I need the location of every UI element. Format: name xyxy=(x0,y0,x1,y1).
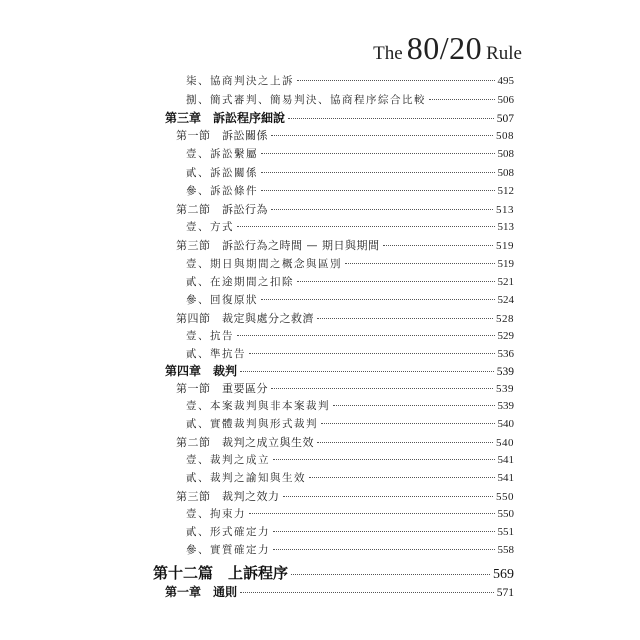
toc-entry-title: 貳、準抗告 xyxy=(186,348,246,360)
toc-entry-title: 第一節 重要區分 xyxy=(176,382,268,395)
toc-entry-title: 第十二篇 上訴程序 xyxy=(153,564,289,582)
toc-entry-title: 第三節 訴訟行為之時間 — 期日與期間 xyxy=(176,239,380,252)
toc-page-number: 550 xyxy=(496,491,514,503)
header-suffix: Rule xyxy=(486,43,522,64)
toc-page-number: 540 xyxy=(497,418,514,430)
toc-entry xyxy=(176,237,514,253)
toc-page-number: 539 xyxy=(496,366,514,378)
toc-entry-title: 第一節 訴訟關係 xyxy=(176,129,268,142)
toc-entry xyxy=(176,434,514,450)
dot-leader xyxy=(317,318,493,319)
toc-entry xyxy=(153,562,514,583)
toc-entry xyxy=(165,109,514,126)
toc-page-number: 524 xyxy=(497,294,514,306)
dot-leader xyxy=(261,190,495,191)
toc-entry xyxy=(186,506,514,521)
dot-leader xyxy=(240,371,494,372)
toc-entry-title: 第一章 通則 xyxy=(165,585,238,599)
toc-entry-title: 壹、本案裁判與非本案裁判 xyxy=(186,400,330,412)
toc-page-number: 512 xyxy=(497,185,514,197)
toc-entry xyxy=(186,470,514,485)
header-title: 80/20 xyxy=(406,30,483,66)
toc-page-number: 571 xyxy=(496,587,514,599)
toc-entry xyxy=(186,452,514,467)
toc-page-number: 513 xyxy=(496,204,514,216)
toc-page-number: 508 xyxy=(497,167,514,179)
toc-entry-title: 第三節 裁判之效力 xyxy=(176,490,280,503)
toc-page-number: 508 xyxy=(496,130,514,142)
dot-leader xyxy=(273,549,495,550)
toc-entry-title: 壹、期日與期間之概念與區別 xyxy=(186,258,342,270)
toc-page-number: 550 xyxy=(497,508,514,520)
toc-entry-title: 壹、拘束力 xyxy=(186,508,246,520)
dot-leader xyxy=(261,172,495,173)
toc-entry xyxy=(176,127,514,143)
toc-entry xyxy=(186,274,514,289)
toc-page-number: 521 xyxy=(497,276,514,288)
dot-leader xyxy=(291,574,490,575)
toc-page-number: 541 xyxy=(497,454,514,466)
dot-leader xyxy=(237,335,495,336)
dot-leader xyxy=(297,281,495,282)
toc-page-number: 528 xyxy=(496,313,514,325)
dot-leader xyxy=(261,153,495,154)
toc-entry xyxy=(186,542,514,557)
toc-entry-title: 第二節 裁判之成立與生效 xyxy=(176,436,314,449)
toc-entry xyxy=(186,165,514,180)
dot-leader xyxy=(383,245,494,246)
toc-entry xyxy=(176,310,514,326)
dot-leader xyxy=(273,531,495,532)
header-prefix: The xyxy=(373,43,403,64)
toc-entry-title: 貳、實體裁判與形式裁判 xyxy=(186,418,318,430)
toc-entry-title: 貳、裁判之諭知與生效 xyxy=(186,472,306,484)
toc-entry xyxy=(186,256,514,271)
toc-entry xyxy=(176,380,514,396)
toc-entry xyxy=(186,328,514,343)
toc-entry xyxy=(176,488,514,504)
toc-page-number: 507 xyxy=(496,113,514,125)
toc-entry xyxy=(186,416,514,431)
toc-entry xyxy=(165,583,514,600)
dot-leader xyxy=(333,405,495,406)
toc-entry-title: 壹、訴訟繫屬 xyxy=(186,148,258,160)
toc-page-number: 539 xyxy=(496,383,514,395)
toc-page-number: 508 xyxy=(497,148,514,160)
dot-leader xyxy=(321,423,495,424)
dot-leader xyxy=(249,353,495,354)
toc-entry-title: 參、訴訟條件 xyxy=(186,185,258,197)
toc-page-number: 540 xyxy=(496,437,514,449)
toc-page-number: 506 xyxy=(497,94,514,106)
toc-page-number: 569 xyxy=(493,567,514,582)
toc-page-number: 495 xyxy=(497,75,514,87)
toc-entry xyxy=(186,292,514,307)
toc-entry-title: 參、回復原狀 xyxy=(186,294,258,306)
toc-entry-title: 柒、協商判決之上訴 xyxy=(186,75,294,87)
toc-entry-title: 壹、抗告 xyxy=(186,330,234,342)
dot-leader xyxy=(297,80,495,81)
toc-entry-title: 第三章 訴訟程序細說 xyxy=(165,111,286,125)
toc-page-number: 519 xyxy=(496,240,514,252)
dot-leader xyxy=(249,513,495,514)
toc-entry-title: 第二節 訴訟行為 xyxy=(176,203,268,216)
toc-entry-title: 壹、裁判之成立 xyxy=(186,454,270,466)
dot-leader xyxy=(261,299,495,300)
dot-leader xyxy=(309,477,495,478)
toc-page-number: 551 xyxy=(497,526,514,538)
dot-leader xyxy=(271,135,493,136)
toc-entry-title: 第四節 裁定與處分之救濟 xyxy=(176,312,314,325)
toc-page-number: 558 xyxy=(497,544,514,556)
toc-entry-title: 第四章 裁判 xyxy=(165,364,238,378)
toc-entry-title: 貳、在途期間之扣除 xyxy=(186,276,294,288)
toc-entry-title: 貳、形式確定力 xyxy=(186,526,270,538)
toc-entry xyxy=(186,73,514,88)
toc-entry xyxy=(176,201,514,217)
toc-page-number: 519 xyxy=(497,258,514,270)
dot-leader xyxy=(283,496,494,497)
toc-entry xyxy=(186,524,514,539)
toc-entry-title: 壹、方式 xyxy=(186,221,234,233)
toc-entry xyxy=(186,183,514,198)
dot-leader xyxy=(429,99,495,100)
toc-page-number: 536 xyxy=(497,348,514,360)
toc-page-number: 539 xyxy=(497,400,514,412)
toc-entry-title: 參、實質確定力 xyxy=(186,544,270,556)
dot-leader xyxy=(273,459,495,460)
toc-page-number: 529 xyxy=(497,330,514,342)
dot-leader xyxy=(345,263,495,264)
toc-entry xyxy=(186,92,514,107)
toc-entry-title: 捌、簡式審判、簡易判決、協商程序綜合比較 xyxy=(186,94,426,106)
dot-leader xyxy=(288,118,494,119)
dot-leader xyxy=(240,592,494,593)
toc-entry xyxy=(165,362,514,379)
dot-leader xyxy=(317,442,493,443)
dot-leader xyxy=(271,388,493,389)
dot-leader xyxy=(237,226,495,227)
toc-page-number: 541 xyxy=(497,472,514,484)
dot-leader xyxy=(271,209,493,210)
toc-entry xyxy=(186,219,514,234)
toc-page-number: 513 xyxy=(497,221,514,233)
toc-entry-title: 貳、訴訟關係 xyxy=(186,167,258,179)
toc-entry xyxy=(186,346,514,361)
toc-entry xyxy=(186,398,514,413)
toc-entry xyxy=(186,146,514,161)
